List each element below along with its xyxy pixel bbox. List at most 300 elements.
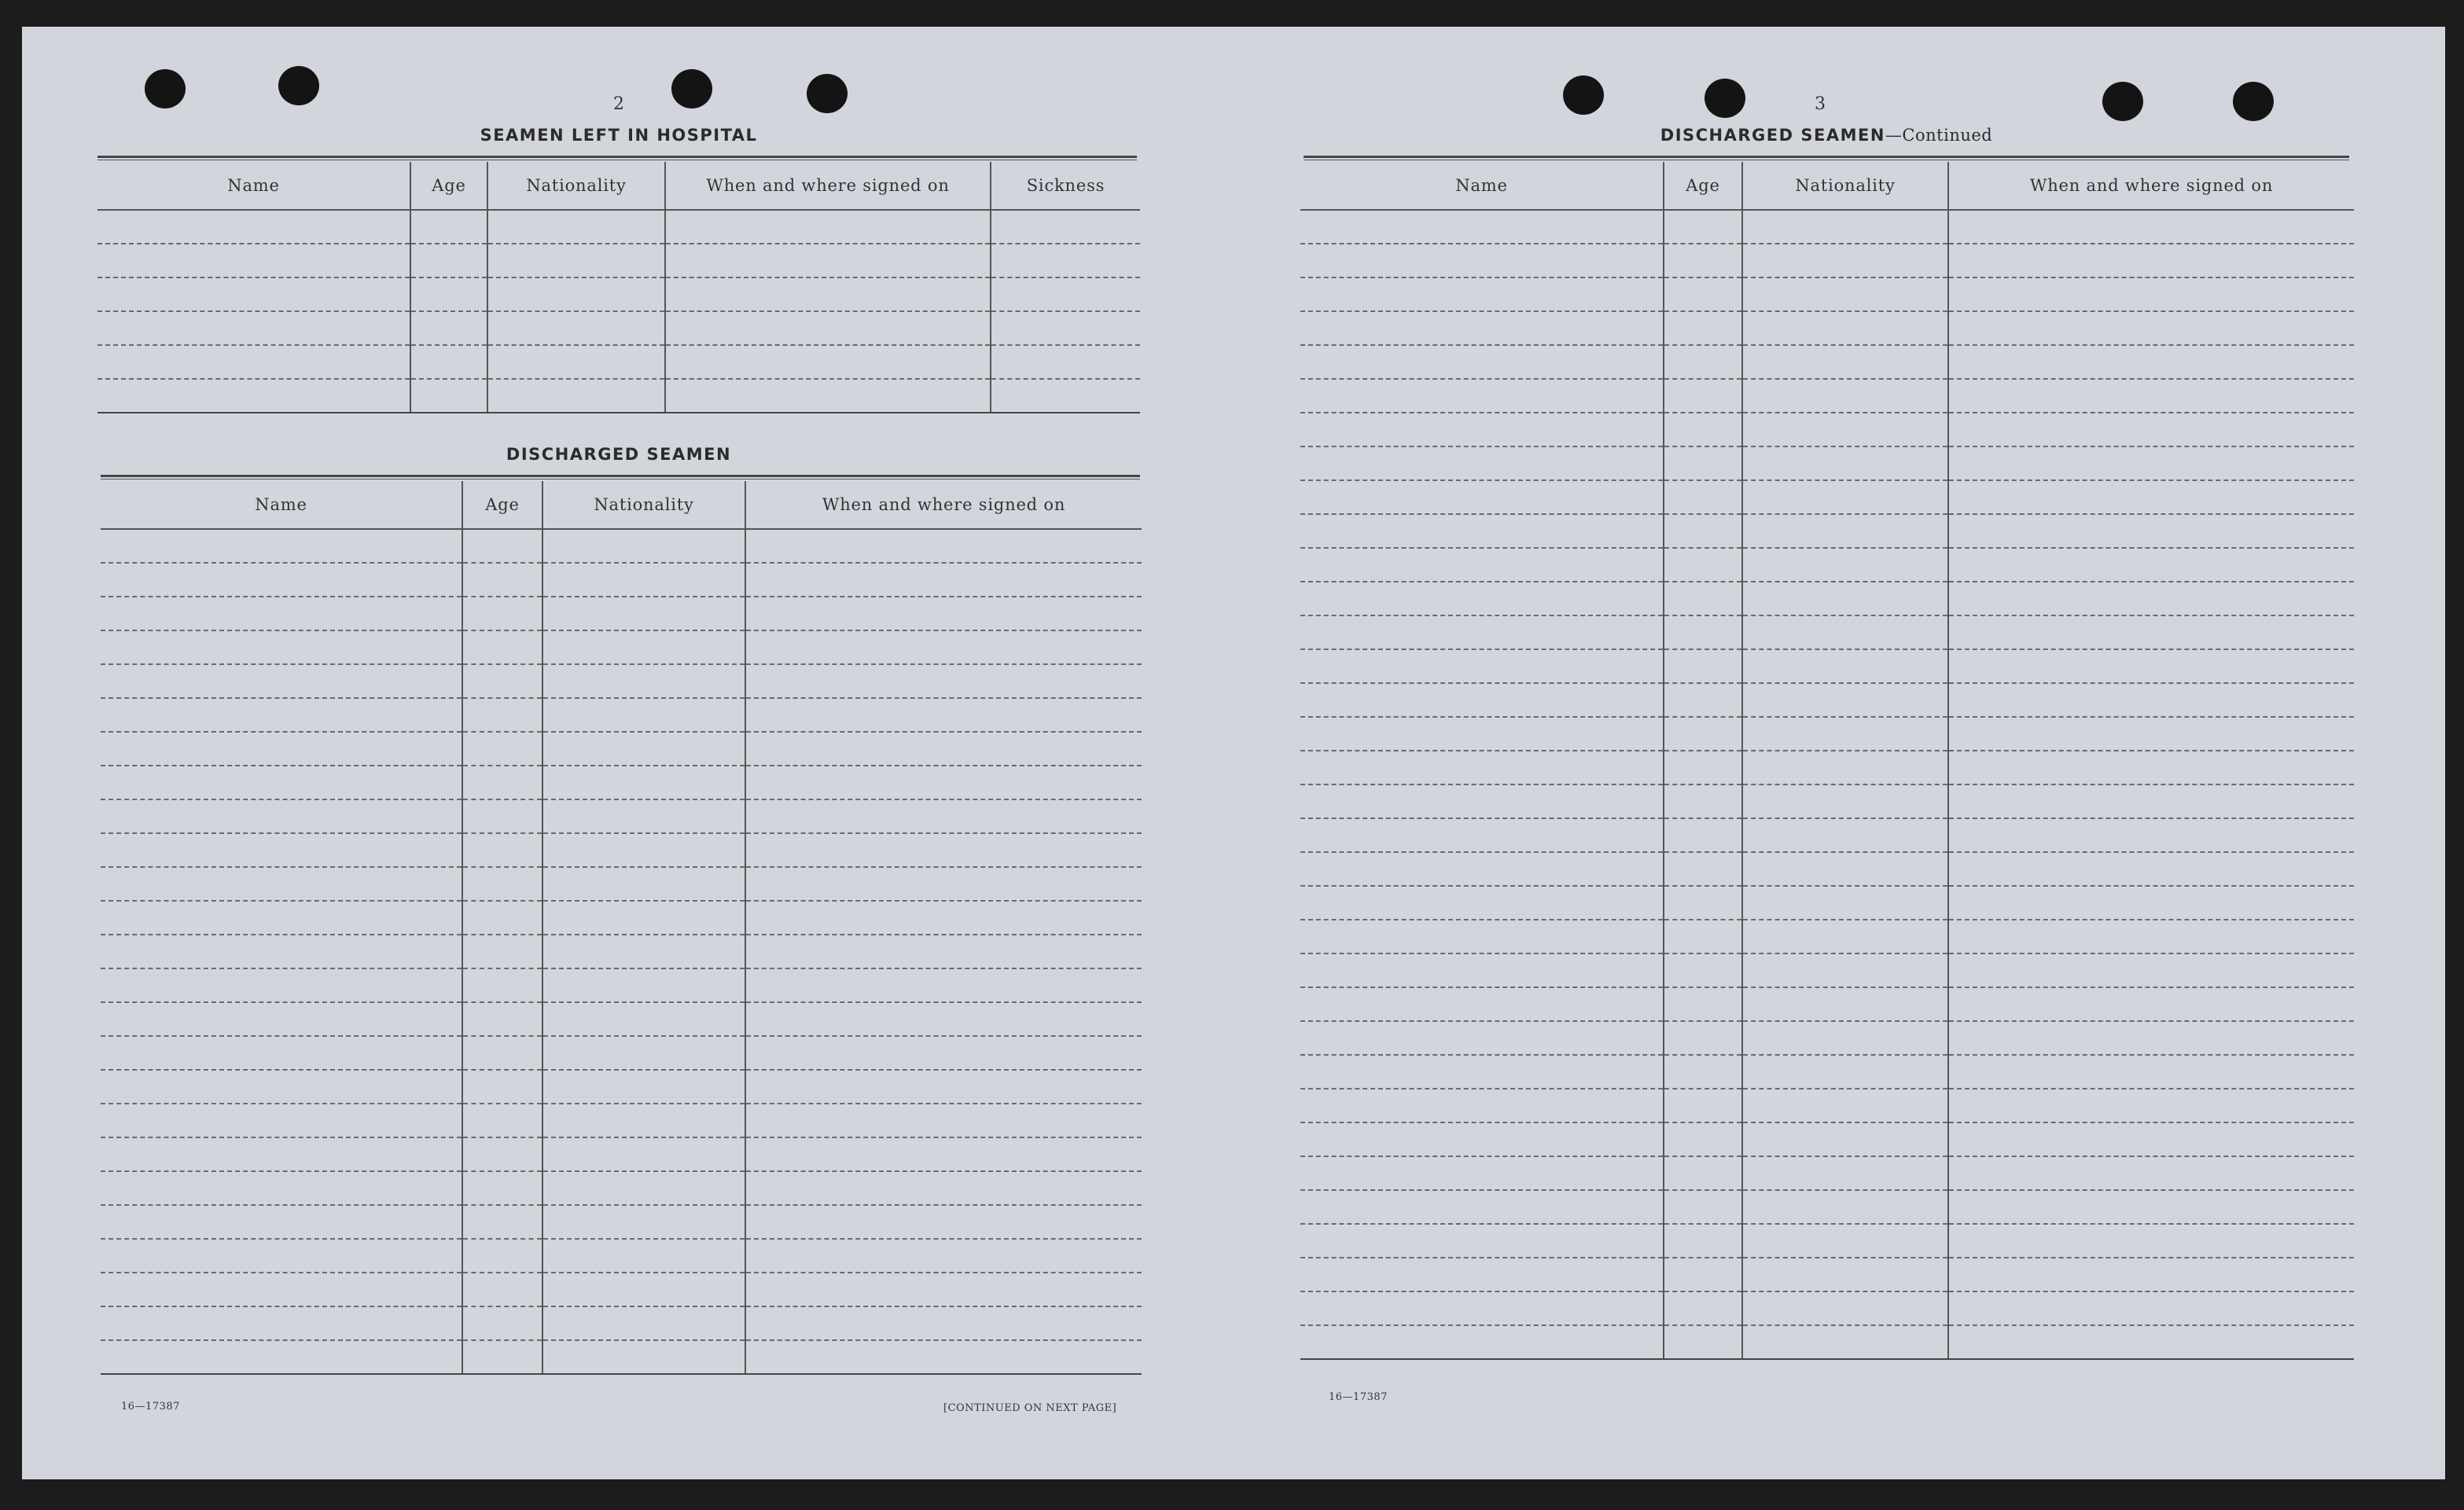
blank-cell (1742, 582, 1948, 615)
blank-cell (462, 563, 542, 597)
blank-cell (542, 698, 745, 732)
table-row (97, 311, 1140, 345)
table-row (1300, 987, 2354, 1021)
table-row (101, 597, 1142, 630)
blank-cell (1742, 1021, 1948, 1055)
column-header-nationality: Nationality (1742, 162, 1948, 210)
table-row (1300, 1325, 2354, 1359)
blank-cell (1948, 345, 2354, 379)
blank-cell (542, 1239, 745, 1273)
blank-cell (1948, 1291, 2354, 1325)
table-header-row (97, 162, 1140, 210)
blank-cell (1300, 818, 1664, 852)
table-row (101, 833, 1142, 867)
column-header-signed-on: When and where signed on (665, 162, 991, 210)
blank-cell (542, 1171, 745, 1205)
blank-cell (1664, 852, 1742, 886)
blank-cell (1664, 582, 1742, 615)
table-row (1300, 1156, 2354, 1190)
blank-cell (1300, 852, 1664, 886)
blank-cell (542, 529, 745, 563)
blank-cell (101, 1171, 462, 1205)
blank-cell (1948, 920, 2354, 953)
blank-cell (101, 732, 462, 766)
blank-cell (1664, 1089, 1742, 1122)
table-row (1300, 582, 2354, 615)
blank-cell (1742, 683, 1948, 717)
blank-cell (1948, 886, 2354, 920)
table-row (1300, 615, 2354, 649)
blank-cell (462, 766, 542, 799)
blank-cell (1300, 277, 1664, 311)
blank-cell (1300, 1325, 1664, 1359)
blank-cell (1300, 210, 1664, 244)
blank-cell (1664, 717, 1742, 751)
blank-cell (542, 799, 745, 833)
blank-cell (462, 597, 542, 630)
blank-cell (101, 901, 462, 935)
table-row (101, 1273, 1142, 1306)
blank-cell (410, 311, 487, 345)
blank-cell (1948, 582, 2354, 615)
blank-cell (745, 597, 1142, 630)
punch-hole (671, 69, 712, 108)
table-row (101, 529, 1142, 563)
blank-cell (542, 867, 745, 901)
table-row (1300, 886, 2354, 920)
blank-cell (1664, 277, 1742, 311)
table-row (101, 901, 1142, 935)
blank-cell (745, 1137, 1142, 1171)
table-row (1300, 784, 2354, 818)
blank-cell (1742, 920, 1948, 953)
blank-cell (1742, 649, 1948, 683)
blank-cell (410, 379, 487, 413)
blank-cell (745, 630, 1142, 664)
blank-cell (1742, 1325, 1948, 1359)
blank-cell (1300, 1021, 1664, 1055)
blank-cell (542, 1070, 745, 1104)
table-row (1300, 751, 2354, 784)
blank-cell (1948, 717, 2354, 751)
blank-cell (462, 1002, 542, 1036)
blank-cell (487, 345, 665, 379)
table-row (1300, 210, 2354, 244)
blank-cell (97, 379, 410, 413)
blank-cell (1664, 311, 1742, 345)
blank-cell (462, 1340, 542, 1374)
table-row (101, 664, 1142, 698)
blank-cell (1948, 480, 2354, 514)
blank-cell (1300, 649, 1664, 683)
blank-cell (1742, 244, 1948, 277)
blank-cell (410, 345, 487, 379)
blank-cell (991, 379, 1140, 413)
table-row (1300, 1224, 2354, 1258)
table-row (1300, 446, 2354, 480)
blank-cell (462, 1306, 542, 1340)
table-row (1300, 514, 2354, 548)
blank-cell (1742, 311, 1948, 345)
blank-cell (1664, 751, 1742, 784)
blank-cell (1664, 345, 1742, 379)
blank-cell (1664, 210, 1742, 244)
table-row (1300, 277, 2354, 311)
blank-cell (745, 1205, 1142, 1239)
blank-cell (1948, 1190, 2354, 1224)
blank-cell (1948, 953, 2354, 987)
continued-note: [CONTINUED ON NEXT PAGE] (943, 1402, 1117, 1414)
blank-cell (101, 1239, 462, 1273)
blank-cell (1948, 987, 2354, 1021)
column-header-signed-on: When and where signed on (1948, 162, 2354, 210)
section-title-discharged-continued (1304, 126, 2349, 145)
column-header-name: Name (97, 162, 410, 210)
blank-cell (542, 1273, 745, 1306)
blank-cell (1300, 1224, 1664, 1258)
blank-cell (745, 1171, 1142, 1205)
blank-cell (462, 732, 542, 766)
blank-cell (1742, 379, 1948, 413)
blank-cell (745, 833, 1142, 867)
blank-cell (1948, 784, 2354, 818)
column-header-age: Age (410, 162, 487, 210)
blank-cell (487, 311, 665, 345)
blank-cell (1742, 480, 1948, 514)
blank-cell (1948, 751, 2354, 784)
blank-cell (1948, 446, 2354, 480)
blank-cell (101, 766, 462, 799)
blank-cell (1300, 311, 1664, 345)
blank-cell (101, 1340, 462, 1374)
blank-cell (1300, 446, 1664, 480)
blank-cell (542, 935, 745, 968)
blank-cell (462, 901, 542, 935)
blank-cell (1664, 1122, 1742, 1156)
blank-cell (1948, 311, 2354, 345)
blank-cell (1664, 649, 1742, 683)
section-rule (1304, 156, 2349, 160)
table-row (101, 732, 1142, 766)
table-row (101, 766, 1142, 799)
blank-cell (542, 901, 745, 935)
blank-cell (462, 1036, 542, 1070)
blank-cell (1664, 1224, 1742, 1258)
blank-cell (542, 563, 745, 597)
blank-cell (101, 1306, 462, 1340)
blank-cell (1664, 1021, 1742, 1055)
blank-cell (462, 1171, 542, 1205)
blank-cell (745, 1002, 1142, 1036)
blank-cell (1300, 717, 1664, 751)
blank-cell (1300, 987, 1664, 1021)
blank-cell (487, 277, 665, 311)
blank-cell (1742, 615, 1948, 649)
blank-cell (1742, 1224, 1948, 1258)
blank-cell (101, 799, 462, 833)
blank-cell (745, 968, 1142, 1002)
blank-cell (745, 1273, 1142, 1306)
blank-cell (745, 732, 1142, 766)
table-row (101, 1171, 1142, 1205)
blank-cell (1948, 1055, 2354, 1089)
blank-cell (665, 277, 991, 311)
column-header-nationality: Nationality (542, 481, 745, 529)
blank-cell (101, 1137, 462, 1171)
blank-cell (1664, 886, 1742, 920)
table-row (101, 1036, 1142, 1070)
table-row (101, 1137, 1142, 1171)
blank-cell (101, 1036, 462, 1070)
blank-cell (745, 766, 1142, 799)
table-row (1300, 953, 2354, 987)
blank-cell (101, 1070, 462, 1104)
blank-cell (991, 277, 1140, 311)
blank-cell (1664, 784, 1742, 818)
blank-cell (1742, 514, 1948, 548)
blank-cell (1664, 987, 1742, 1021)
blank-cell (665, 379, 991, 413)
blank-cell (410, 244, 487, 277)
table-row (101, 1205, 1142, 1239)
blank-cell (542, 766, 745, 799)
blank-cell (1664, 1258, 1742, 1291)
blank-cell (101, 1002, 462, 1036)
blank-cell (745, 698, 1142, 732)
blank-cell (542, 1205, 745, 1239)
blank-cell (1948, 1156, 2354, 1190)
blank-cell (1300, 1190, 1664, 1224)
blank-cell (462, 664, 542, 698)
blank-cell (1664, 413, 1742, 446)
blank-cell (1948, 379, 2354, 413)
blank-cell (462, 1239, 542, 1273)
blank-cell (1300, 920, 1664, 953)
blank-cell (665, 345, 991, 379)
form-number: 16—17387 (1329, 1391, 1388, 1403)
blank-cell (1948, 615, 2354, 649)
blank-cell (1300, 784, 1664, 818)
table-row (1300, 1021, 2354, 1055)
blank-cell (542, 1137, 745, 1171)
blank-cell (1742, 751, 1948, 784)
table-row (1300, 920, 2354, 953)
blank-cell (1664, 818, 1742, 852)
blank-cell (1300, 379, 1664, 413)
blank-cell (542, 1104, 745, 1137)
table-row (1300, 1258, 2354, 1291)
blank-cell (101, 698, 462, 732)
blank-cell (542, 1002, 745, 1036)
blank-cell (101, 597, 462, 630)
blank-cell (1664, 548, 1742, 582)
blank-cell (1948, 683, 2354, 717)
blank-cell (665, 311, 991, 345)
blank-cell (1742, 413, 1948, 446)
blank-cell (1664, 244, 1742, 277)
blank-cell (1948, 649, 2354, 683)
blank-cell (487, 379, 665, 413)
blank-cell (1300, 683, 1664, 717)
blank-cell (1742, 818, 1948, 852)
section-title-hospital: SEAMEN LEFT IN HOSPITAL (480, 126, 758, 145)
blank-cell (487, 244, 665, 277)
table-row (1300, 548, 2354, 582)
blank-cell (1300, 480, 1664, 514)
table-row (101, 935, 1142, 968)
blank-cell (487, 210, 665, 244)
blank-cell (101, 833, 462, 867)
blank-cell (1300, 548, 1664, 582)
blank-cell (462, 1104, 542, 1137)
blank-cell (462, 968, 542, 1002)
table-row (97, 244, 1140, 277)
blank-cell (1948, 413, 2354, 446)
blank-cell (1742, 852, 1948, 886)
blank-cell (1300, 1055, 1664, 1089)
blank-cell (1742, 345, 1948, 379)
table-row (97, 345, 1140, 379)
blank-cell (462, 799, 542, 833)
blank-cell (1664, 683, 1742, 717)
blank-cell (1300, 1291, 1664, 1325)
blank-cell (97, 311, 410, 345)
blank-cell (542, 732, 745, 766)
blank-cell (101, 1273, 462, 1306)
blank-cell (542, 1340, 745, 1374)
blank-cell (410, 210, 487, 244)
blank-cell (745, 1306, 1142, 1340)
blank-cell (1664, 1156, 1742, 1190)
blank-cell (97, 244, 410, 277)
table-row (101, 968, 1142, 1002)
blank-cell (542, 1306, 745, 1340)
blank-cell (1742, 1055, 1948, 1089)
blank-cell (1300, 615, 1664, 649)
punch-hole (1705, 79, 1745, 118)
page-number: 2 (613, 94, 624, 114)
blank-cell (542, 968, 745, 1002)
blank-cell (1742, 886, 1948, 920)
blank-cell (97, 277, 410, 311)
blank-cell (101, 935, 462, 968)
table-row (1300, 717, 2354, 751)
blank-cell (1664, 1291, 1742, 1325)
blank-cell (101, 630, 462, 664)
blank-cell (1742, 1089, 1948, 1122)
blank-cell (542, 833, 745, 867)
blank-cell (745, 935, 1142, 968)
punch-hole (278, 66, 319, 105)
blank-cell (665, 210, 991, 244)
table-row (101, 1306, 1142, 1340)
blank-cell (1948, 244, 2354, 277)
blank-cell (1664, 1055, 1742, 1089)
page-number: 3 (1815, 94, 1826, 114)
blank-cell (1300, 514, 1664, 548)
blank-cell (1300, 1258, 1664, 1291)
blank-cell (1948, 210, 2354, 244)
blank-cell (1300, 582, 1664, 615)
blank-cell (745, 867, 1142, 901)
blank-cell (97, 210, 410, 244)
blank-cell (1664, 953, 1742, 987)
table-row (97, 210, 1140, 244)
table-row (101, 563, 1142, 597)
blank-cell (1664, 615, 1742, 649)
blank-cell (1300, 1089, 1664, 1122)
blank-cell (745, 1104, 1142, 1137)
section-title-text: DISCHARGED SEAMEN (1660, 126, 1885, 145)
blank-cell (542, 630, 745, 664)
blank-cell (991, 345, 1140, 379)
blank-cell (745, 1036, 1142, 1070)
blank-cell (1742, 717, 1948, 751)
table-row (101, 799, 1142, 833)
blank-cell (991, 244, 1140, 277)
blank-cell (1948, 1089, 2354, 1122)
blank-cell (542, 664, 745, 698)
blank-cell (991, 210, 1140, 244)
table-row (1300, 1089, 2354, 1122)
blank-cell (1664, 1190, 1742, 1224)
blank-cell (991, 311, 1140, 345)
blank-cell (745, 664, 1142, 698)
section-rule (101, 475, 1140, 479)
blank-cell (101, 1104, 462, 1137)
blank-cell (97, 345, 410, 379)
section-rule (97, 156, 1137, 160)
blank-cell (1948, 1325, 2354, 1359)
table-header-row (101, 481, 1142, 529)
blank-cell (462, 1070, 542, 1104)
blank-cell (1742, 1291, 1948, 1325)
hospital-table (97, 162, 1140, 413)
blank-cell (462, 1205, 542, 1239)
table-row (101, 1239, 1142, 1273)
table-row (1300, 1055, 2354, 1089)
table-row (101, 1070, 1142, 1104)
blank-cell (1300, 244, 1664, 277)
section-title-discharged: DISCHARGED SEAMEN (506, 445, 732, 464)
table-header-row (1300, 162, 2354, 210)
blank-cell (1948, 548, 2354, 582)
discharged-table-right (1300, 162, 2354, 1360)
punch-hole (2102, 82, 2143, 121)
punch-hole (145, 69, 186, 108)
blank-cell (462, 935, 542, 968)
table-row (101, 630, 1142, 664)
table-row (1300, 480, 2354, 514)
blank-cell (1664, 920, 1742, 953)
table-row (1300, 1190, 2354, 1224)
blank-cell (462, 630, 542, 664)
blank-cell (1948, 1258, 2354, 1291)
blank-cell (101, 563, 462, 597)
table-row (101, 867, 1142, 901)
column-header-age: Age (1664, 162, 1742, 210)
blank-cell (1300, 1156, 1664, 1190)
punch-hole (1563, 75, 1604, 115)
blank-cell (745, 1340, 1142, 1374)
blank-cell (1742, 1122, 1948, 1156)
document-sheet (22, 27, 2445, 1479)
blank-cell (462, 867, 542, 901)
table-row (1300, 683, 2354, 717)
blank-cell (1664, 514, 1742, 548)
blank-cell (1300, 1122, 1664, 1156)
punch-hole (2233, 82, 2274, 121)
